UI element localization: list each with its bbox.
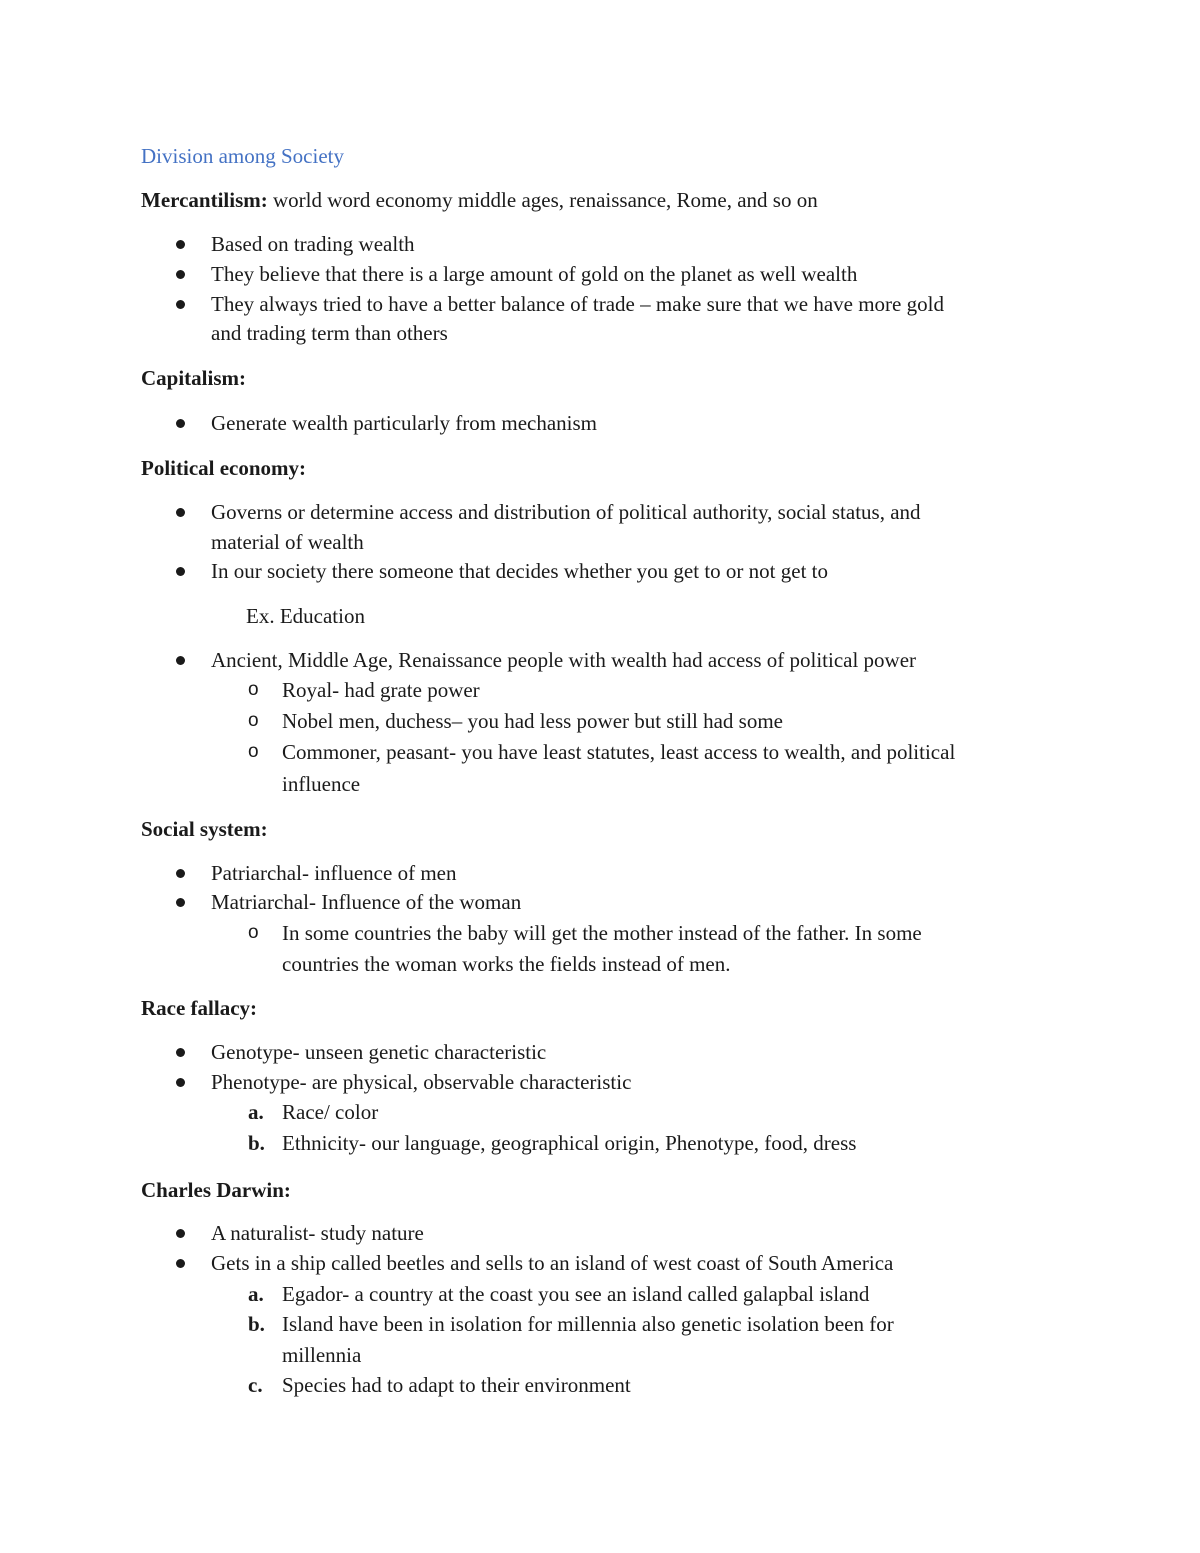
list-item: Gets in a ship called beetles and sells to an island of west coast of South America <box>211 1251 894 1275</box>
sub-list-item: In some countries the baby will get the mother instead of the father. In some <box>282 921 922 945</box>
mercantilism-heading: Mercantilism: <box>141 188 268 212</box>
bullet-icon <box>176 300 185 309</box>
bullet-icon <box>176 270 185 279</box>
social-system-heading: Social system: <box>141 817 268 841</box>
sub-list-item-continuation: influence <box>282 772 361 796</box>
sub-bullet-icon: o <box>248 679 259 700</box>
list-item: They believe that there is a large amount of gold on the planet as well wealth <box>211 262 858 286</box>
list-letter: b. <box>248 1312 265 1336</box>
lettered-list-item: Island have been in isolation for millennia also genetic isolation been for <box>282 1312 894 1336</box>
bullet-icon <box>176 508 185 517</box>
bullet-icon <box>176 869 185 878</box>
list-item: Ancient, Middle Age, Renaissance people with wealth had access of political power <box>211 648 917 672</box>
bullet-icon <box>176 1259 185 1268</box>
list-item: Based on trading wealth <box>211 232 415 256</box>
list-item: Governs or determine access and distribution of political authority, social status, and <box>211 500 921 524</box>
example-text: Ex. Education <box>246 604 365 628</box>
list-item: In our society there someone that decides whether you get to or not get to <box>211 559 828 583</box>
list-item: A naturalist- study nature <box>211 1221 424 1245</box>
sub-bullet-icon: o <box>248 710 259 731</box>
list-item: Genotype- unseen genetic characteristic <box>211 1040 547 1064</box>
list-letter: c. <box>248 1373 263 1397</box>
list-item: Generate wealth particularly from mechanism <box>211 411 597 435</box>
document-title: Division among Society <box>141 144 344 168</box>
lettered-list-item: Species had to adapt to their environment <box>282 1373 631 1397</box>
mercantilism-line <box>141 186 818 214</box>
list-letter: a. <box>248 1282 264 1306</box>
sub-bullet-icon: o <box>248 741 259 762</box>
race-fallacy-heading: Race fallacy: <box>141 996 258 1020</box>
lettered-list-item: Race/ color <box>282 1100 379 1124</box>
mercantilism-intro: world word economy middle ages, renaissance, Rome, and so on <box>267 188 818 212</box>
bullet-icon <box>176 898 185 907</box>
bullet-icon <box>176 240 185 249</box>
sub-list-item-continuation: countries the woman works the fields instead of men. <box>282 952 731 976</box>
lettered-list-item-continuation: millennia <box>282 1343 362 1367</box>
lettered-list-item: Egador- a country at the coast you see an island called galapbal island <box>282 1282 870 1306</box>
list-item-continuation: and trading term than others <box>211 321 448 345</box>
sub-list-item: Royal- had grate power <box>282 678 480 702</box>
list-item: Phenotype- are physical, observable characteristic <box>211 1070 632 1094</box>
political-economy-heading: Political economy: <box>141 456 307 480</box>
bullet-icon <box>176 1078 185 1087</box>
list-letter: b. <box>248 1131 265 1155</box>
sub-list-item: Commoner, peasant- you have least statutes, least access to wealth, and political <box>282 740 956 764</box>
list-letter: a. <box>248 1100 264 1124</box>
list-item-continuation: material of wealth <box>211 530 364 554</box>
list-item: Patriarchal- influence of men <box>211 861 457 885</box>
bullet-icon <box>176 419 185 428</box>
bullet-icon <box>176 656 185 665</box>
charles-darwin-heading: Charles Darwin: <box>141 1178 291 1202</box>
bullet-icon <box>176 1229 185 1238</box>
list-item: They always tried to have a better balance of trade – make sure that we have more gold <box>211 292 944 316</box>
bullet-icon <box>176 567 185 576</box>
sub-bullet-icon: o <box>248 922 259 943</box>
capitalism-heading: Capitalism: <box>141 366 246 390</box>
bullet-icon <box>176 1048 185 1057</box>
sub-list-item: Nobel men, duchess– you had less power but still had some <box>282 709 784 733</box>
list-item: Matriarchal- Influence of the woman <box>211 890 522 914</box>
lettered-list-item: Ethnicity- our language, geographical origin, Phenotype, food, dress <box>282 1131 857 1155</box>
